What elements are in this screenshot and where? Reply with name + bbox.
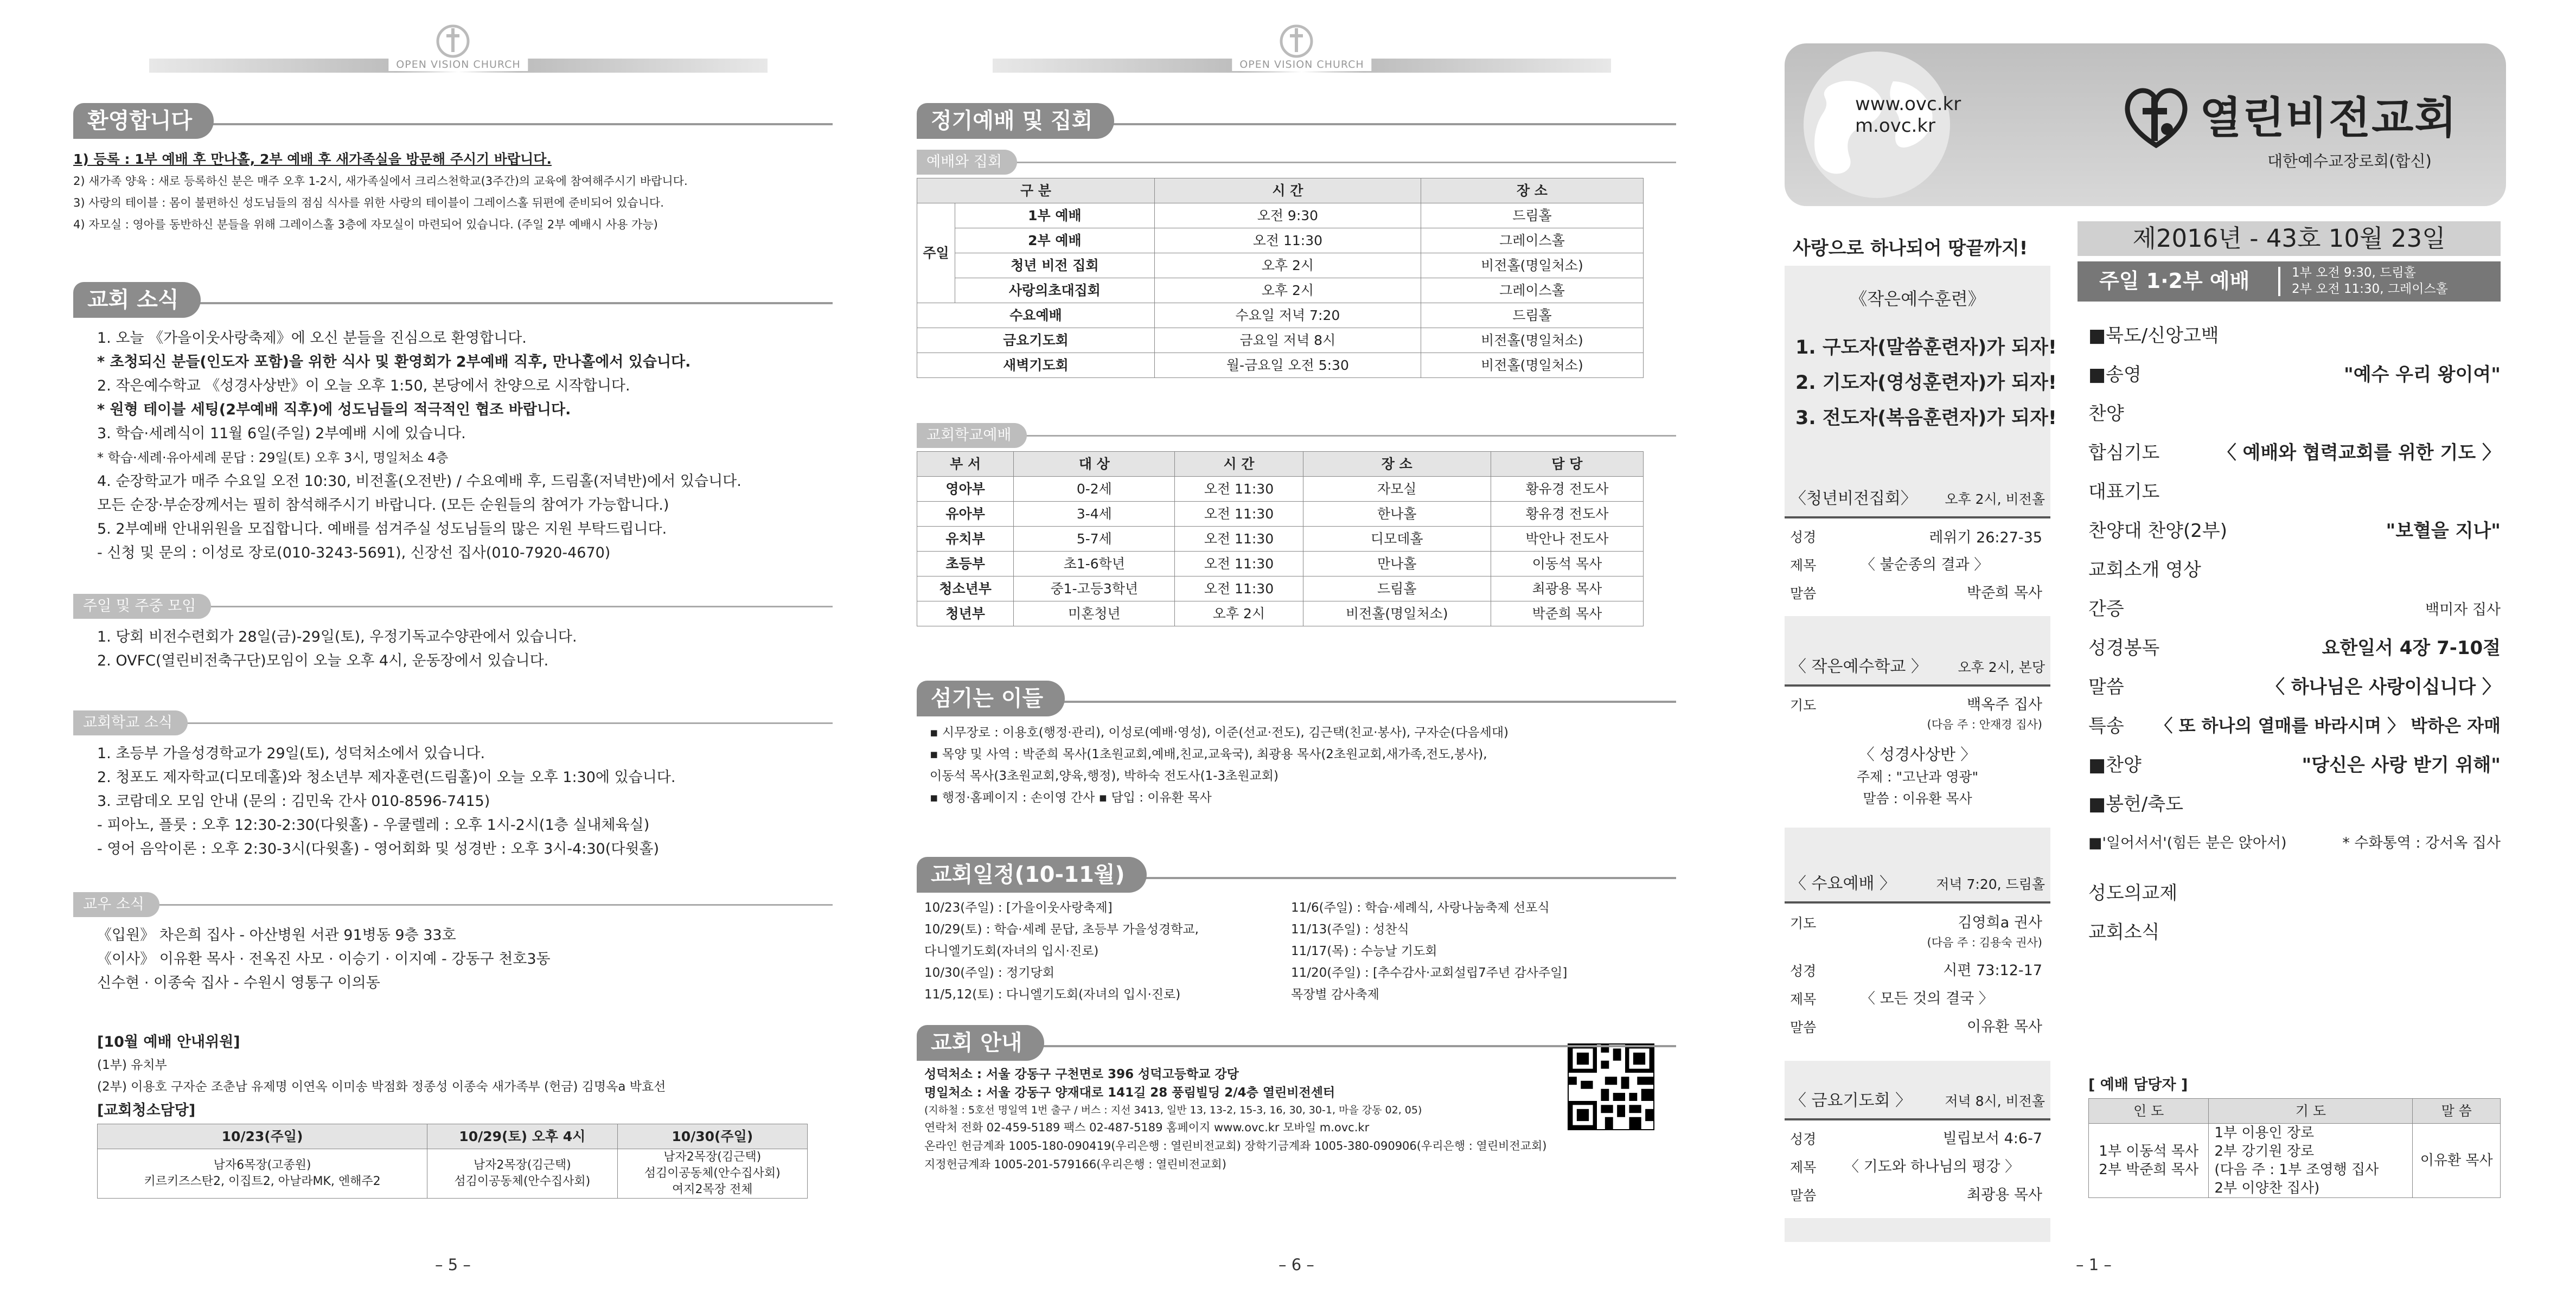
service-banner: [2078, 261, 2501, 302]
school-col-header: 장 소: [1303, 452, 1491, 477]
label: 말씀: [1790, 1188, 1817, 1203]
school-worship-section: [917, 423, 1676, 626]
welcome-heading: 환영합니다: [73, 103, 214, 139]
label: 말씀: [1790, 586, 1817, 601]
worship-cell: 오후 2시: [1154, 253, 1421, 278]
fri-time: 저녁 8시, 비전홀: [1945, 1093, 2045, 1109]
school-cell: 초등부: [917, 552, 1014, 576]
duty-col-header: 기 도: [2209, 1099, 2413, 1124]
schedule-section: [917, 857, 1676, 1022]
order-item: 합심기도 〈 예배와 협력교회를 위한 기도 〉: [2088, 442, 2501, 464]
worship-cell: 2부 예배: [955, 228, 1155, 253]
label: 성경: [1790, 1131, 1817, 1147]
fri-sermon: 〈 기도와 하나님의 평강 〉: [1844, 1158, 2020, 1175]
school-news-item: 2. 청포도 제자학교(디모데홀)와 청소년부 제자훈련(드림홀)이 오늘 오후 1:30에 있습니다.: [97, 769, 676, 786]
member-news-item: 《이사》 이유환 목사 · 전옥진 사모 · 이승기 · 이지예 - 강동구 천호3동: [97, 951, 551, 968]
wed-title: 〈 수요예배 〉: [1790, 874, 1896, 893]
servants-item: ▪ 시무장로 : 이용호(행정·관리), 이성로(예배·영성), 이준(선교·전도), 김근택(친교·봉사), 구자순(다음세대): [930, 726, 1509, 740]
wednesday-block: [1785, 862, 2050, 1061]
meeting-item: 1. 당회 비전수련회가 28일(금)-29일(토), 우정기독교수양관에서 있습니다.: [97, 629, 577, 645]
order-item: 찬양대 찬양(2부) "보혈을 지나": [2088, 520, 2501, 542]
news-item: 3. 학습·세례식이 11월 6일(주일) 2부예배 시에 있습니다.: [97, 425, 466, 442]
worship-cell: 수요예배: [917, 303, 1155, 328]
school-news-item: 3. 코람데오 모임 안내 (문의 : 김민욱 간사 010-8596-7415): [97, 793, 490, 810]
little-title: 〈 작은예수학교 〉: [1790, 657, 1927, 676]
training-title: 《작은예수훈련》: [1850, 289, 1985, 309]
page-1: [1785, 0, 2506, 1294]
page-number: – 5 –: [435, 1255, 471, 1274]
worship-cell: 청년 비전 집회: [955, 253, 1155, 278]
usher-item: (1부) 유치부: [97, 1058, 167, 1072]
usher-heading: [10월 예배 안내위원]: [97, 1034, 240, 1050]
news-heading: 교회 소식: [73, 282, 201, 318]
worship-cell: 오전 11:30: [1154, 228, 1421, 253]
school-cell: 최광용 목사: [1491, 576, 1643, 601]
worship-cell: 비전홀(명일처소): [1421, 253, 1643, 278]
school-news-item: - 피아노, 플룻 : 오후 12:30-2:30(다윗홀) - 우쿨렐레 : 오후 1시-2시(1층 실내체육실): [97, 817, 650, 834]
page-5: [73, 0, 833, 1294]
worship-cell: 드림홀: [1421, 303, 1643, 328]
cover-header: [1785, 43, 2506, 206]
school-cell: 청소년부: [917, 576, 1014, 601]
servants-item: ▪ 목양 및 사역 : 박준희 목사(1초원교회,예배,친교,교육국), 최광용 목사(2초원교회,새가족,전도,봉사),: [930, 747, 1487, 761]
guide-item: 명일처소 : 서울 강동구 양재대로 141길 28 풍림빌딩 2/4층 열린비전센터: [924, 1086, 1335, 1100]
school-cell: 청년부: [917, 601, 1014, 626]
school-cell: 박안나 전도사: [1491, 527, 1643, 552]
schedule-item: 목장별 감사축제: [1291, 988, 1379, 1002]
welcome-item: 4) 자모실 : 영아를 동반하신 분들을 위해 그레이스홀 3층에 자모실이 마련되어 있습니다. (주일 2부 예배시 사용 가능): [73, 218, 658, 231]
header-label: OPEN VISION CHURCH: [388, 59, 528, 71]
header-label: OPEN VISION CHURCH: [1232, 59, 1371, 71]
school-cell: 오전 11:30: [1175, 502, 1303, 527]
meeting-section: [73, 594, 833, 673]
welcome-section: [73, 103, 833, 235]
usher-section: [73, 1030, 833, 1199]
cleaning-col-header: 10/29(토) 오후 4시: [427, 1124, 617, 1149]
school-cell: 오후 2시: [1175, 601, 1303, 626]
order-item: 대표기도: [2088, 481, 2160, 503]
schedule-item: 11/17(목) : 수능날 기도회: [1291, 944, 1437, 958]
service-time-1: 1부 오전 9:30, 드림홀: [2292, 266, 2416, 280]
worship-cell: 수요일 저녁 7:20: [1154, 303, 1421, 328]
worship-cell: 사랑의초대집회: [955, 278, 1155, 303]
order-item: 성경봉독 요한일서 4장 7-10절: [2088, 637, 2501, 659]
school-cell: 영아부: [917, 477, 1014, 502]
school-cell: 유아부: [917, 502, 1014, 527]
training-item: 2. 기도자(영성훈련자)가 되자!: [1795, 372, 2057, 394]
worship-cell: 금요기도회: [917, 328, 1155, 353]
order-item: 찬양: [2088, 403, 2124, 425]
school-cell: 드림홀: [1303, 576, 1491, 601]
fri-preacher: 최광용 목사: [1967, 1187, 2042, 1203]
order-item: 성도의교제: [2088, 882, 2178, 904]
wed-prayer: 김영희a 권사: [1958, 914, 2042, 931]
little-prayer: 백옥주 집사: [1967, 696, 2042, 713]
label: 제목: [1790, 558, 1817, 573]
label: 성경: [1790, 529, 1817, 545]
school-cell: 박준희 목사: [1491, 601, 1643, 626]
worship-col-header: 시 간: [1154, 178, 1421, 203]
cleaning-col-header: 10/30(주일): [617, 1124, 807, 1149]
worship-heading: 정기예배 및 집회: [917, 103, 1114, 139]
worship-cell: 새벽기도회: [917, 353, 1155, 378]
worship-cell: 드림홀: [1421, 203, 1643, 228]
cleaning-col-header: 10/23(주일): [98, 1124, 427, 1149]
order-of-service: [2088, 317, 2501, 953]
meeting-item: 2. OVFC(열린비전축구단)모임이 오늘 오후 4시, 운동장에서 있습니다.: [97, 652, 549, 669]
school-worship-subheading: 교회학교예배: [917, 423, 1027, 448]
news-item: - 신청 및 문의 : 이성로 장로(010-3243-5691), 신장선 집사(010-7920-4670): [97, 544, 611, 561]
training-item: 3. 전도자(복음훈련자)가 되자!: [1795, 407, 2057, 429]
school-cell: 비전홀(명일처소): [1303, 601, 1491, 626]
school-cell: 디모데홀: [1303, 527, 1491, 552]
school-news-item: - 영어 음악이론 : 오후 2:30-3시(다윗홀) - 영어회화 및 성경반 : 오후 3시-4:30(다윗홀): [97, 841, 660, 857]
welcome-item: 1) 등록 : 1부 예배 후 만나홀, 2부 예배 후 새가족실을 방문해 주시기 바랍니다.: [73, 151, 552, 167]
worship-table: [917, 178, 1644, 378]
member-news-heading: 교우 소식: [73, 892, 159, 917]
school-col-header: 부 서: [917, 452, 1014, 477]
cleaning-cell: 남자2목장(김근택) 섬김이공동체(안수집사회) 여지2목장 전체: [617, 1149, 807, 1199]
school-cell: 황유경 전도사: [1491, 502, 1643, 527]
news-item: 1. 오늘 《가을이웃사랑축제》에 오신 분들을 진심으로 환영합니다.: [97, 330, 527, 347]
guide-item: (지하철 : 5호선 명일역 1번 출구 / 버스 : 지선 3413, 일반 13, 13-2, 15-3, 16, 30, 30-1, 마을 강동 02, 05): [924, 1104, 1422, 1116]
order-item: ■묵도/신앙고백: [2088, 325, 2219, 347]
duty-table: [2088, 1098, 2501, 1198]
page-number: – 1 –: [2076, 1255, 2112, 1274]
label: 말씀: [1790, 1020, 1817, 1035]
news-item: 2. 작은예수학교 《성경사상반》이 오늘 오후 1:50, 본당에서 찬양으로 시작합니다.: [97, 377, 630, 394]
wed-sermon: 〈 모든 것의 결국 〉: [1861, 990, 1993, 1007]
member-news-section: [73, 892, 833, 995]
school-cell: 황유경 전도사: [1491, 477, 1643, 502]
slogan: 사랑으로 하나되어 땅끝까지!: [1793, 238, 2028, 259]
church-logo-icon: [433, 21, 473, 59]
youth-preacher: 박준희 목사: [1967, 585, 2042, 601]
news-item: * 원형 테이블 세팅(2부예배 직후)에 성도님들의 적극적인 협조 바랍니다.: [97, 401, 571, 418]
school-cell: 중1-고등3학년: [1014, 576, 1175, 601]
meeting-heading: 주일 및 주중 모임: [73, 594, 211, 619]
little-class: 〈 성경사상반 〉: [1858, 745, 1977, 764]
duty-heading: [ 예배 담당자 ]: [2088, 1077, 2188, 1093]
schedule-item: 11/20(주일) : [추수감사·교회설립7주년 감사주일]: [1291, 966, 1568, 980]
order-item: 특송 〈 또 하나의 열매를 바라시며 〉 박하은 자매: [2088, 715, 2501, 737]
page-6: [917, 0, 1676, 1294]
worship-cell: 비전홀(명일처소): [1421, 353, 1643, 378]
usher-item: (2부) 이용호 구자순 조춘남 유제명 이연옥 이미송 박점화 정종성 이종숙 새가족부 (헌금) 김명옥a 박효선: [97, 1080, 666, 1094]
little-next: (다음 주 : 안재경 집사): [1927, 718, 2042, 731]
worship-cell: 그레이스홀: [1421, 278, 1643, 303]
issue-banner: 제2016년 - 43호 10월 23일: [2078, 221, 2501, 256]
school-cell: 미혼청년: [1014, 601, 1175, 626]
header-bar: [149, 59, 768, 73]
servants-item: 이동석 목사(3초원교회,양육,행정), 박하숙 전도사(1-3초원교회): [930, 769, 1279, 783]
school-cell: 이동석 목사: [1491, 552, 1643, 576]
label: 성경: [1790, 963, 1817, 979]
guide-section: [917, 1025, 1676, 1174]
school-cell: 한나홀: [1303, 502, 1491, 527]
header-bar: [993, 59, 1611, 73]
worship-cell: 월-금요일 오전 5:30: [1154, 353, 1421, 378]
school-news-heading: 교회학교 소식: [73, 710, 188, 735]
training-item: 1. 구도자(말씀훈련자)가 되자!: [1795, 337, 2057, 358]
school-cell: 오전 11:30: [1175, 527, 1303, 552]
service-time-2: 2부 오전 11:30, 그레이스홀: [2292, 282, 2448, 296]
school-cell: 유치부: [917, 527, 1014, 552]
news-item: 모든 순장·부순장께서는 필히 참석해주시기 바랍니다. (모든 순원들의 참여가 가능합니다.): [97, 497, 669, 514]
worship-cell: 오후 2시: [1154, 278, 1421, 303]
worship-cell: 비전홀(명일처소): [1421, 328, 1643, 353]
label: 기도: [1790, 915, 1817, 931]
label: 제목: [1790, 991, 1817, 1007]
youth-scripture: 레위기 26:27-35: [1929, 529, 2042, 546]
duty-section: [2088, 1077, 2501, 1198]
schedule-item: 11/13(주일) : 성찬식: [1291, 923, 1409, 937]
church-logo-icon: [2121, 81, 2191, 152]
church-name: 열린비전교회: [2200, 93, 2458, 143]
school-news-item: 1. 초등부 가을성경학교가 29일(토), 성덕처소에서 있습니다.: [97, 745, 485, 762]
school-news-section: [73, 710, 833, 861]
welcome-item: 3) 사랑의 테이블 : 몸이 불편하신 성도님들의 점심 식사를 위한 사랑의 테이블이 그레이스홀 뒤편에 준비되어 있습니다.: [73, 196, 664, 209]
school-cell: 초1-6학년: [1014, 552, 1175, 576]
wed-scripture: 시편 73:12-17: [1943, 962, 2042, 979]
worship-section: [917, 103, 1676, 378]
worship-col-header: 장 소: [1421, 178, 1643, 203]
member-news-item: 《입원》 차은희 집사 - 아산병원 서관 91병동 9층 33호: [97, 927, 456, 944]
order-item: 말씀 〈 하나님은 사랑이십니다 〉: [2088, 676, 2501, 698]
little-topic: 주제 : "고난과 영광": [1856, 769, 1979, 785]
denomination: 대한예수교장로회(합신): [2267, 152, 2432, 170]
duty-col-header: 말 씀: [2413, 1099, 2501, 1124]
welcome-item: 2) 새가족 양육 : 새로 등록하신 분은 매주 오후 1-2시, 새가족실에서 크리스천학교(3주간)의 교육에 참여해주시기 바랍니다.: [73, 175, 688, 188]
news-item: 5. 2부예배 안내위원을 모집합니다. 예배를 섬겨주실 성도님들의 많은 지원 부탁드립니다.: [97, 521, 667, 537]
youth-sermon: 〈 불순종의 결과 〉: [1861, 556, 1989, 573]
school-cell: 오전 11:30: [1175, 552, 1303, 576]
little-speaker: 말씀 : 이유환 목사: [1863, 791, 1972, 806]
school-cell: 0-2세: [1014, 477, 1175, 502]
servants-section: [917, 681, 1676, 809]
member-news-item: 신수현 · 이종숙 집사 - 수원시 영통구 이의동: [97, 975, 380, 991]
school-cell: 만나홀: [1303, 552, 1491, 576]
fri-scripture: 빌립보서 4:6-7: [1942, 1130, 2042, 1147]
cleaning-cell: 남자6목장(고종원) 키르키즈스탄2, 이집트2, 아날라MK, 엔해주2: [98, 1149, 427, 1199]
servants-item: ▪ 행정·홈페이지 : 손이영 간사 ▪ 담입 : 이유환 목사: [930, 791, 1212, 805]
news-item: 4. 순장학교가 매주 수요일 오전 10:30, 비전홀(오전반) / 수요예배 후, 드림홀(저녁반)에서 있습니다.: [97, 473, 742, 490]
schedule-item: 10/23(주일) : [가을이웃사랑축제]: [924, 901, 1113, 915]
school-cell: 오전 11:30: [1175, 477, 1303, 502]
church-logo-icon: [1276, 21, 1316, 59]
schedule-item: 10/30(주일) : 정기당회: [924, 966, 1054, 980]
order-item: ■봉헌/축도: [2088, 793, 2183, 815]
youth-title: 〈청년비전집회〉: [1790, 489, 1917, 508]
service-title: 주일 1·2부 예배: [2099, 269, 2250, 293]
schedule-item: 10/29(토) : 학습·세례 문답, 초등부 가을성경학교,: [924, 923, 1199, 937]
guide-item: 연락처 전화 02-459-5189 팩스 02-487-5189 홈페이지 www.ovc.kr 모바일 m.ovc.kr: [924, 1121, 1370, 1134]
schedule-heading: 교회일정(10-11월): [917, 857, 1147, 893]
duty-cell: 이유환 목사: [2413, 1124, 2501, 1198]
worship-cell: 오전 9:30: [1154, 203, 1421, 228]
cleaning-heading: [교회청소담당]: [97, 1102, 196, 1119]
cleaning-table: [97, 1124, 808, 1199]
school-cell: 자모실: [1303, 477, 1491, 502]
school-col-header: 대 상: [1014, 452, 1175, 477]
guide-heading: 교회 안내: [917, 1025, 1044, 1061]
guide-item: 성덕처소 : 서울 강동구 구천면로 396 성덕고등학교 강당: [924, 1067, 1239, 1081]
school-cell: 3-4세: [1014, 502, 1175, 527]
news-item: * 학습·세례·유아세례 문답 : 29일(토) 오후 3시, 명일처소 4층: [97, 450, 449, 465]
school-col-header: 시 간: [1175, 452, 1303, 477]
worship-col-header: 구 분: [917, 178, 1155, 203]
school-cell: 오전 11:30: [1175, 576, 1303, 601]
school-cell: 5-7세: [1014, 527, 1175, 552]
duty-cell: 1부 이동석 목사 2부 박준희 목사: [2089, 1124, 2209, 1198]
order-item: ■'일어서서'(힘든 분은 앉아서) * 수화통역 : 강서옥 집사: [2088, 835, 2501, 851]
duty-col-header: 인 도: [2089, 1099, 2209, 1124]
order-item: 교회소식: [2088, 921, 2160, 943]
duty-cell: 1부 이용인 장로 2부 강기원 장로 (다음 주 : 1부 조영행 집사 2부 이양찬 집사): [2209, 1124, 2413, 1198]
worship-subheading: 예배와 집회: [917, 150, 1017, 175]
news-item: * 초청되신 분들(인도자 포함)을 위한 식사 및 환영회가 2부예배 직후, 만나홀에서 있습니다.: [97, 354, 691, 370]
worship-cell: 주일: [917, 203, 955, 303]
wed-preacher: 이유환 목사: [1967, 1018, 2042, 1035]
little-time: 오후 2시, 본당: [1958, 659, 2045, 675]
worship-cell: 그레이스홀: [1421, 228, 1643, 253]
website-url[interactable]: www.ovc.kr: [1855, 93, 1961, 115]
worship-cell: 금요일 저녁 8시: [1154, 328, 1421, 353]
order-item: 교회소개 영상: [2088, 559, 2201, 581]
youth-block: [1785, 477, 2050, 616]
label: 제목: [1790, 1160, 1817, 1175]
cleaning-cell: 남자2목장(김근택) 섬김이공동체(안수집사회): [427, 1149, 617, 1199]
worship-cell: 1부 예배: [955, 203, 1155, 228]
guide-item: 지정헌금계좌 1005-201-579166(우리은행 : 열린비전교회): [924, 1158, 1226, 1171]
schedule-item: 11/5,12(토) : 다니엘기도회(자녀의 입시·진로): [924, 988, 1181, 1002]
mobile-url[interactable]: m.ovc.kr: [1855, 115, 1936, 137]
news-section: [73, 282, 833, 565]
guide-item: 온라인 헌금계좌 1005-180-090419(우리은행 : 열린비전교회) 장학기금계좌 1005-380-090906(우리은행 : 열린비전교회): [924, 1139, 1547, 1152]
wed-time: 저녁 7:20, 드림홀: [1936, 876, 2045, 892]
order-item: 간증 백미자 집사: [2088, 598, 2501, 620]
servants-heading: 섬기는 이들: [917, 681, 1065, 716]
order-item: ■송영 "예수 우리 왕이여": [2088, 364, 2501, 386]
qr-code-icon: [1568, 1043, 1654, 1130]
schedule-item: 다니엘기도회(자녀의 입시·진로): [924, 944, 1099, 958]
school-worship-table: [917, 451, 1644, 626]
page-number: – 6 –: [1279, 1255, 1314, 1274]
label: 기도: [1790, 697, 1817, 713]
order-item: ■찬양 "당신은 사랑 받기 위해": [2088, 754, 2501, 776]
wed-next: (다음 주 : 김용숙 권사): [1927, 936, 2042, 949]
youth-time: 오후 2시, 비전홀: [1945, 491, 2045, 507]
fri-title: 〈 금요기도회 〉: [1790, 1091, 1912, 1110]
schedule-item: 11/6(주일) : 학습·세례식, 사랑나눔축제 선포식: [1291, 901, 1550, 915]
school-col-header: 담 당: [1491, 452, 1643, 477]
little-jesus-block: [1785, 645, 2050, 828]
friday-block: [1785, 1079, 2050, 1218]
